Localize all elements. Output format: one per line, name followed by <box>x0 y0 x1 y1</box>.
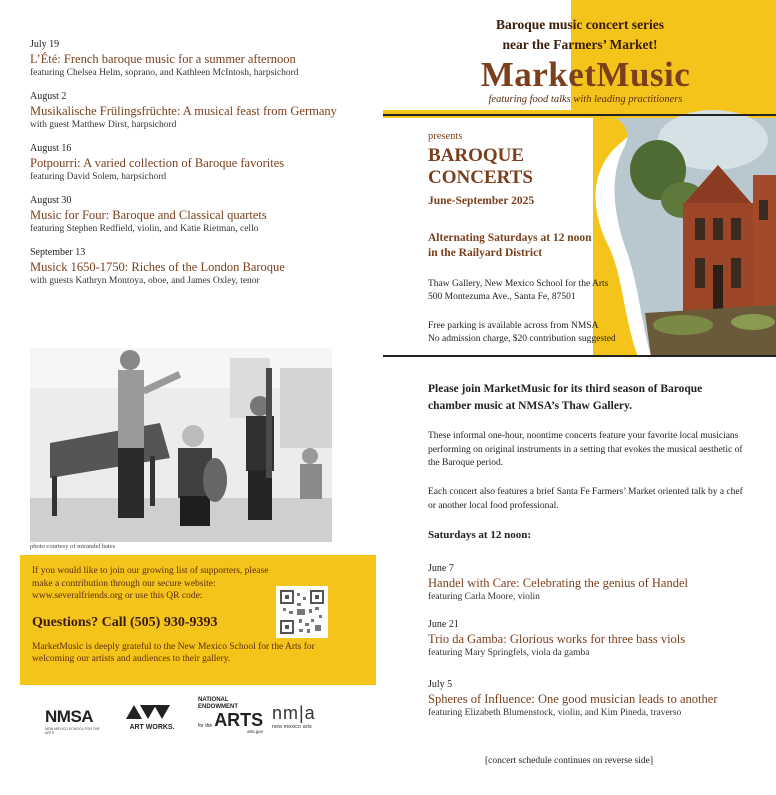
schedule-line2: in the Railyard District <box>428 247 543 259</box>
parking-line2: No admission charge, $20 contribution suggested <box>428 334 616 344</box>
support-box <box>20 555 376 685</box>
divider-top <box>383 114 776 116</box>
event-title: Musick 1650-1750: Riches of the London Baroque <box>30 260 285 274</box>
event-desc: featuring Carla Moore, violin <box>428 592 540 602</box>
schedule-line1: Alternating Saturdays at 12 noon <box>428 232 592 244</box>
left-schedule <box>30 38 375 298</box>
event-item <box>30 194 375 236</box>
parking-line1: Free parking is available across from NMSA <box>428 321 599 331</box>
event-item <box>30 246 375 288</box>
event-item <box>428 618 748 660</box>
nea-url: arts.gov <box>247 729 264 734</box>
nma-sub: new mexico arts <box>272 724 312 730</box>
nma-logo <box>272 703 316 730</box>
event-title: Music for Four: Baroque and Classical quartets <box>30 208 267 222</box>
nmsa-logo <box>45 707 105 735</box>
nmsa-logo-sub: NEW MEXICO SCHOOL FOR THE ARTS <box>45 727 100 735</box>
event-item <box>30 90 375 132</box>
thanks-text: MarketMusic is deeply grateful to the New Mexico School for the Arts for welcoming our artists and audiences to their gallery. <box>32 641 315 664</box>
artworks-text: ART WORKS. <box>129 724 175 731</box>
event-item <box>428 562 748 604</box>
event-date: August 16 <box>30 143 72 154</box>
event-title: Musikalische Frülingsfrüchte: A musical feast from Germany <box>30 104 337 118</box>
venue-address <box>428 278 608 304</box>
event-date: July 19 <box>30 39 60 50</box>
event-desc: featuring Stephen Redfield, violin, and Katie Rietman, cello <box>30 224 259 234</box>
nea-arts: ARTS <box>214 710 264 730</box>
event-date: June 7 <box>428 563 454 574</box>
baroque-concerts-heading <box>428 145 533 189</box>
presents-label: presents <box>428 131 463 142</box>
baroque-line1: BAROQUE <box>428 145 525 166</box>
event-desc: with guests Kathryn Montoya, oboe, and James Oxley, tenor <box>30 276 260 286</box>
baroque-line2: CONCERTS <box>428 167 533 188</box>
divider-bottom <box>383 355 776 357</box>
event-desc: featuring Elizabeth Blumenstock, violin, and Kim Pineda, traverso <box>428 708 682 718</box>
event-title: Spheres of Influence: One good musician leads to another <box>428 692 718 706</box>
nea-for-the: for the <box>198 723 213 729</box>
header-tagline <box>385 15 775 55</box>
sponsor-logos <box>40 697 370 737</box>
event-title: Handel with Care: Celebrating the genius of Handel <box>428 576 688 590</box>
event-title: Potpourri: A varied collection of Baroque favorites <box>30 156 285 170</box>
nma-text: nm|a <box>272 703 316 723</box>
event-date: August 30 <box>30 195 72 206</box>
event-desc: with guest Matthew Dirst, harpsichord <box>30 120 177 130</box>
event-item <box>30 38 375 80</box>
questions-phone: Questions? Call (505) 930-9393 <box>32 614 218 630</box>
event-item <box>428 678 748 720</box>
artworks-logo <box>126 705 178 731</box>
event-date: August 2 <box>30 91 67 102</box>
event-title: L’Été: French baroque music for a summer afternoon <box>30 52 296 66</box>
support-text: If you would like to join our growing list of supporters, please make a contribution through our secure website: www.severalfriends.org or use this QR code: <box>32 566 269 601</box>
nea-logo <box>198 697 263 734</box>
page-title: MarketMusic <box>480 55 691 94</box>
concert-photo <box>30 348 332 542</box>
continues-note: [concert schedule continues on reverse side] <box>485 756 654 766</box>
nmsa-logo-text: NMSA <box>45 707 94 726</box>
event-desc: featuring Chelsea Helm, soprano, and Kathleen McIntosh, harpsichord <box>30 68 299 78</box>
event-date: June 21 <box>428 619 459 630</box>
header-subtitle: featuring food talks with leading practitioners <box>488 94 683 105</box>
venue-line1: Thaw Gallery, New Mexico School for the Arts <box>428 279 609 289</box>
event-date: July 5 <box>428 679 453 690</box>
intro-paragraph-2: Each concert also features a brief Santa Fe Farmers’ Market oriented talk by a chef or another local food professional. <box>428 487 743 511</box>
triangles-icon <box>126 705 178 719</box>
venue-line2: 500 Montezuma Ave., Santa Fe, 87501 <box>428 292 576 302</box>
header-line1: Baroque music concert series <box>495 17 665 32</box>
concert-photo-illustration <box>30 348 332 542</box>
event-title: Trio da Gamba: Glorious works for three bass viols <box>428 632 686 646</box>
event-date: September 13 <box>30 247 86 258</box>
event-desc: featuring David Solem, harpsichord <box>30 172 167 182</box>
event-item <box>30 142 375 184</box>
schedule-note <box>428 231 592 261</box>
intro-paragraph-1: These informal one-hour, noontime concerts feature your favorite local musicians performing on original instruments in a setting that evokes the musical aesthetic of the Baroque period. <box>428 431 743 468</box>
qr-code-icon[interactable] <box>276 586 328 638</box>
event-desc: featuring Mary Springfels, viola da gamba <box>428 648 590 658</box>
nea-line1: NATIONAL <box>198 697 229 703</box>
intro-heading: Please join MarketMusic for its third season of Baroque chamber music at NMSA’s Thaw Gallery. <box>428 383 703 412</box>
photo-credit: photo courtesy of mirandel bates <box>30 543 116 550</box>
nea-line2: ENDOWMENT <box>198 704 238 710</box>
header-line2: near the Farmers’ Market! <box>502 37 658 52</box>
saturdays-heading: Saturdays at 12 noon: <box>428 529 531 541</box>
parking-info <box>428 320 616 346</box>
season-dates: June-September 2025 <box>428 195 535 207</box>
